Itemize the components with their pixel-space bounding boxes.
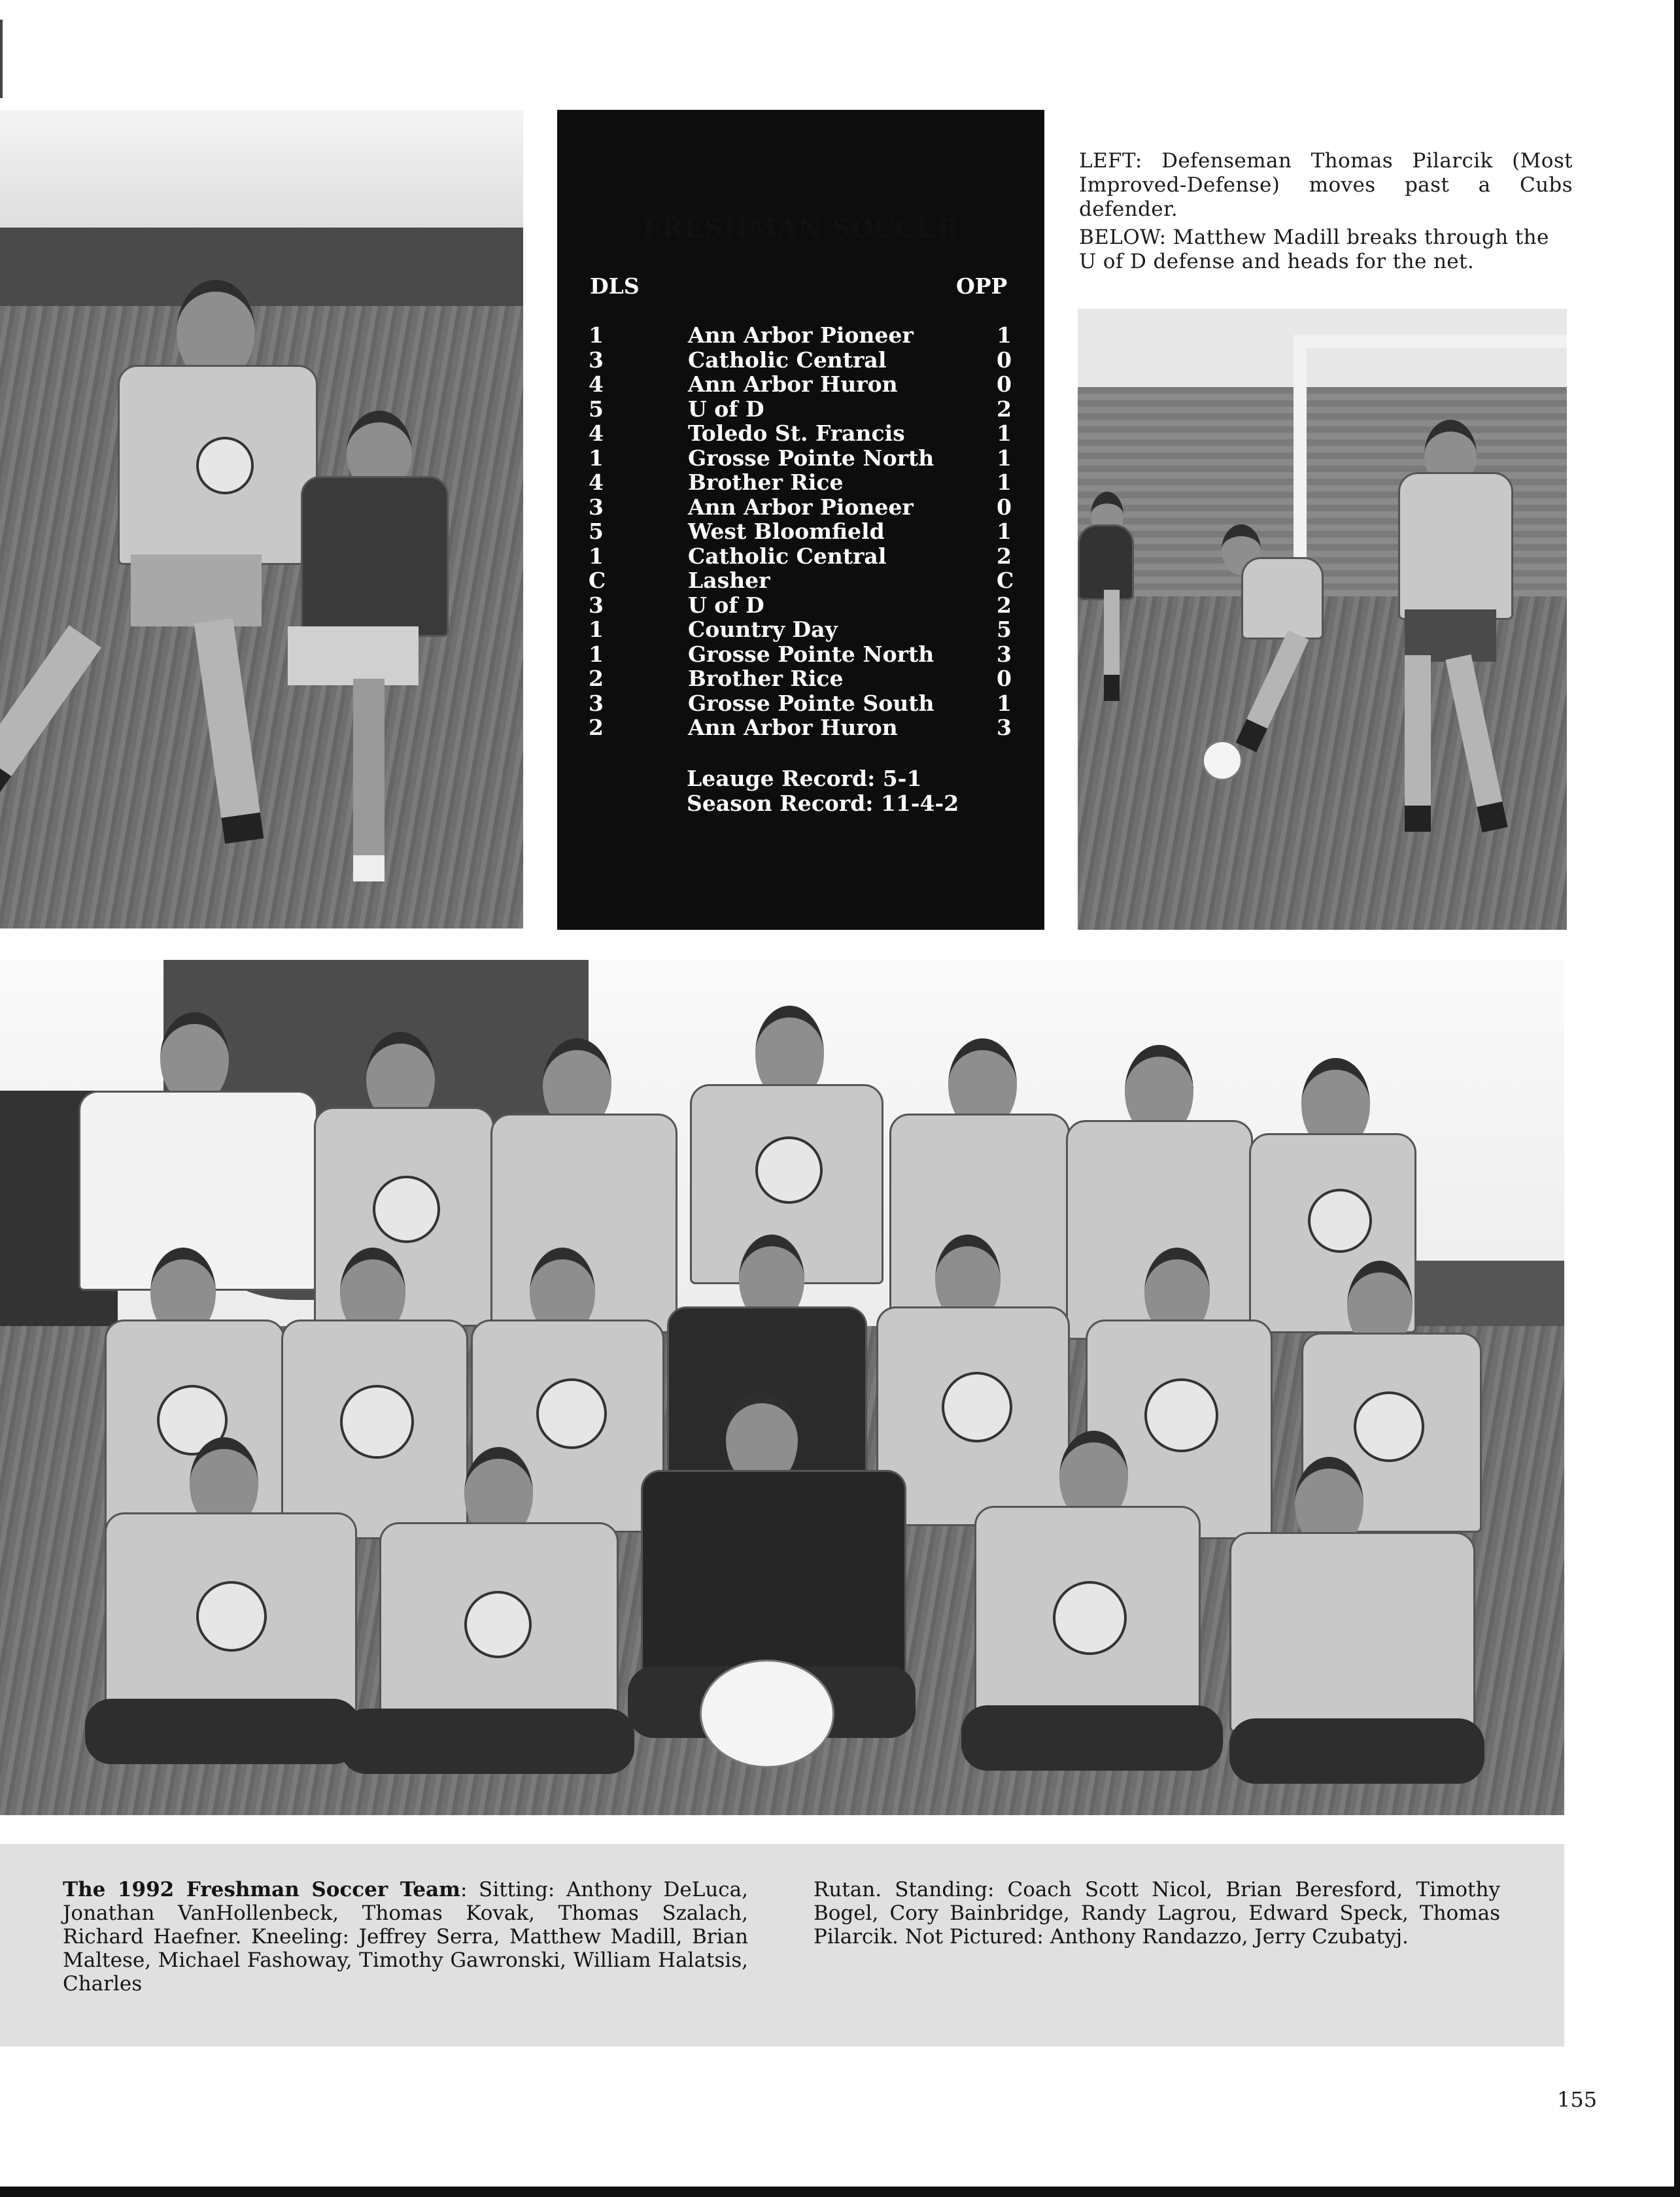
opponent-name: West Bloomfield — [688, 519, 885, 544]
dls-score: 4 — [589, 469, 604, 495]
opp-column-header: OPP — [956, 273, 1008, 299]
dls-score: 3 — [589, 347, 604, 373]
soccer-ball — [1202, 740, 1243, 781]
season-record: Season Record: 11-4-2 — [687, 791, 959, 816]
dls-score: 1 — [589, 322, 604, 348]
dls-score: 2 — [589, 715, 604, 740]
photo-team-group — [0, 960, 1564, 1815]
opponent-name: Toledo St. Francis — [688, 420, 905, 446]
dls-score: 1 — [589, 641, 604, 667]
opponent-name: Ann Arbor Huron — [688, 715, 898, 740]
dls-score: 1 — [589, 445, 604, 471]
team-caption-names-1: : Sitting: Anthony DeLuca, Jonathan VanHollenbeck, Thomas Kovak, Thomas Szalach, Richard Haefner. Kneeling: Jeffrey Serra, Matthew Madill, Brian Maltese, Michael Fashoway, Timothy Gawronski, William Halatsis, Charles — [63, 1878, 748, 1996]
dls-score: 3 — [589, 592, 604, 618]
team-caption-column-1 — [63, 1878, 748, 1996]
photo-madill-goal — [1078, 309, 1567, 930]
team-caption-lead: The 1992 Freshman Soccer Team — [63, 1878, 460, 1901]
opponent-name: Brother Rice — [688, 666, 844, 691]
opponent-name: U of D — [688, 592, 764, 618]
opp-score: 0 — [997, 347, 1012, 373]
opponent-name: Lasher — [688, 568, 770, 593]
dls-score: 3 — [589, 690, 604, 716]
league-record: Leauge Record: 5-1 — [687, 766, 922, 791]
dls-score: 3 — [589, 494, 604, 520]
opp-score: 1 — [997, 420, 1012, 446]
page-number: 155 — [1557, 2087, 1598, 2112]
opp-score: 0 — [997, 666, 1012, 691]
dls-column-header: DLS — [590, 273, 640, 299]
dls-score: 4 — [589, 371, 604, 397]
opp-score: C — [997, 568, 1014, 593]
opp-score: 1 — [997, 469, 1012, 495]
opp-score: 0 — [997, 494, 1012, 520]
panel-title: FRESHMAN SOCCER — [642, 213, 959, 244]
opponent-name: Grosse Pointe South — [688, 690, 934, 716]
dls-score: 5 — [589, 396, 604, 422]
opp-score: 5 — [997, 617, 1012, 642]
opponent-name: Ann Arbor Pioneer — [688, 322, 914, 348]
opp-score: 3 — [997, 641, 1012, 667]
opp-score: 2 — [997, 543, 1012, 569]
opponent-name: U of D — [688, 396, 764, 422]
opponent-name: Ann Arbor Huron — [688, 371, 898, 397]
caption-below: BELOW: Matthew Madill breaks through the U of D defense and heads for the net. — [1079, 226, 1549, 273]
team-soccer-ball — [700, 1660, 834, 1768]
scan-edge-bottom — [0, 2187, 1680, 2197]
dls-score: 4 — [589, 420, 604, 446]
dls-score: 2 — [589, 666, 604, 691]
opp-score: 1 — [997, 519, 1012, 544]
opponent-name: Brother Rice — [688, 469, 844, 495]
opp-score: 2 — [997, 396, 1012, 422]
caption-left: LEFT: Defenseman Thomas Pilarcik (Most Improved-Defense) moves past a Cubs defender. — [1079, 149, 1573, 221]
team-caption-column-2: Rutan. Standing: Coach Scott Nicol, Brian Beresford, Timothy Bogel, Cory Bainbridge, Randy Lagrou, Edward Speck, Thomas Pilarcik. Not Pictured: Anthony Randazzo, Jerry Czubatyj. — [814, 1878, 1500, 1949]
dls-score: 1 — [589, 543, 604, 569]
opp-score: 3 — [997, 715, 1012, 740]
opponent-name: Catholic Central — [688, 543, 887, 569]
opponent-name: Grosse Pointe North — [688, 641, 934, 667]
opp-score: 1 — [997, 445, 1012, 471]
opp-score: 1 — [997, 690, 1012, 716]
opp-score: 2 — [997, 592, 1012, 618]
opponent-name: Country Day — [688, 617, 838, 642]
opponent-name: Grosse Pointe North — [688, 445, 934, 471]
scan-edge-mark — [0, 20, 3, 98]
goal-crossbar — [1294, 335, 1567, 348]
dls-score: 1 — [589, 617, 604, 642]
opp-score: 1 — [997, 322, 1012, 348]
opponent-name: Ann Arbor Pioneer — [688, 494, 914, 520]
dls-score: C — [589, 568, 606, 593]
opponent-name: Catholic Central — [688, 347, 887, 373]
dls-score: 5 — [589, 519, 604, 544]
opp-score: 0 — [997, 371, 1012, 397]
